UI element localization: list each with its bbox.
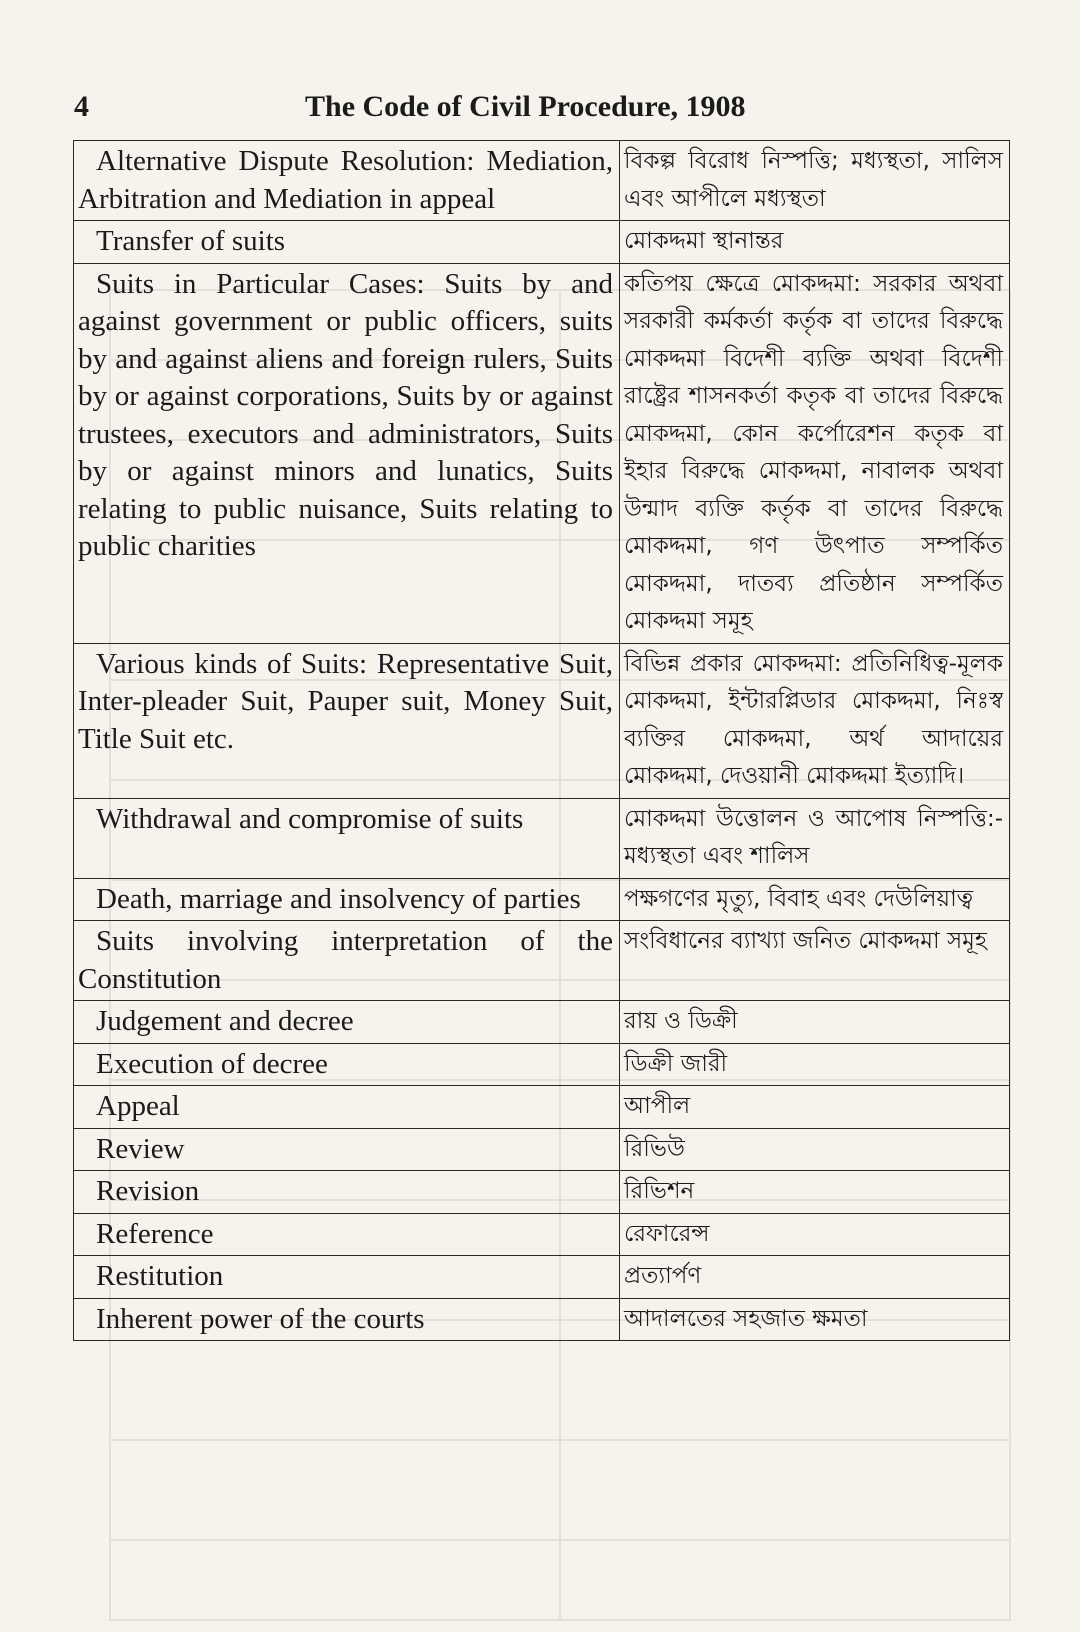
table-row [74, 878, 1010, 921]
bengali-term: কতিপয় ক্ষেত্রে মোকদ্দমা: সরকার অথবা সরকারী কর্মকর্তা কর্তৃক বা তাদের বিরুদ্ধে মোকদ্দমা বিদেশী ব্যক্তি অথবা বিদেশী রাষ্ট্রের শাসনকর্তা কতৃক বা তাদের বিরুদ্ধে মোকদ্দমা, কোন কর্পোরেশন কতৃক বা ইহার বিরুদ্ধে মোকদ্দমা, নাবালক অথবা উন্মাদ ব্যক্তি কর্তৃক বা তাদের বিরুদ্ধে মোকদ্দমা, গণ উৎপাত সম্পর্কিত মোকদ্দমা, দাতব্য প্রতিষ্ঠান সম্পর্কিত মোকদ্দমা সমূহ [620, 263, 1010, 643]
table-row [74, 1043, 1010, 1086]
table-row [74, 798, 1010, 878]
page-number: 4 [74, 90, 89, 123]
english-term: Execution of decree [74, 1043, 620, 1086]
english-term: Restitution [74, 1256, 620, 1299]
table-row [74, 643, 1010, 798]
bengali-term: রায় ও ডিক্রী [620, 1001, 1010, 1044]
table-row [74, 263, 1010, 643]
english-term: Review [74, 1128, 620, 1171]
english-term: Various kinds of Suits: Representative Suit, Inter-pleader Suit, Pauper suit, Money Suit, Title Suit etc. [74, 643, 620, 798]
bengali-term: ডিক্রী জারী [620, 1043, 1010, 1086]
english-term: Transfer of suits [74, 221, 620, 264]
table-row [74, 1128, 1010, 1171]
bengali-term: রিভিউ [620, 1128, 1010, 1171]
table-row [74, 1086, 1010, 1129]
english-term: Suits in Particular Cases: Suits by and against government or public officers, suits by and against aliens and foreign rulers, Suits by or against corporations, Suits by or against trustees, executors and administrators, Suits by or against minors and lunatics, Suits relating to public nuisance, Suits relating to public charities [74, 263, 620, 643]
bengali-term: মোকদ্দমা উত্তোলন ও আপোষ নিস্পত্তি:- মধ্যস্থতা এবং শালিস [620, 798, 1010, 878]
page-title: The Code of Civil Procedure, 1908 [305, 90, 746, 123]
table-row [74, 141, 1010, 221]
english-term: Revision [74, 1171, 620, 1214]
bengali-term: বিকল্প বিরোধ নিস্পত্তি; মধ্যস্থতা, সালিস এবং আপীলে মধ্যস্থতা [620, 141, 1010, 221]
table-row [74, 1001, 1010, 1044]
bengali-term: মোকদ্দমা স্থানান্তর [620, 221, 1010, 264]
english-term: Death, marriage and insolvency of parties [74, 878, 620, 921]
english-term: Inherent power of the courts [74, 1298, 620, 1341]
table-row [74, 221, 1010, 264]
table-row [74, 1213, 1010, 1256]
english-term: Alternative Dispute Resolution: Mediation, Arbitration and Mediation in appeal [74, 141, 620, 221]
english-term: Appeal [74, 1086, 620, 1129]
table-row [74, 1256, 1010, 1299]
english-term: Reference [74, 1213, 620, 1256]
table-row [74, 921, 1010, 1001]
bengali-term: আদালতের সহজাত ক্ষমতা [620, 1298, 1010, 1341]
bengali-term: রিভিশন [620, 1171, 1010, 1214]
bengali-term: রেফারেন্স [620, 1213, 1010, 1256]
english-term: Withdrawal and compromise of suits [74, 798, 620, 878]
bengali-term: আপীল [620, 1086, 1010, 1129]
table-row [74, 1171, 1010, 1214]
english-term: Judgement and decree [74, 1001, 620, 1044]
bengali-term: সংবিধানের ব্যাখ্যা জনিত মোকদ্দমা সমূহ [620, 921, 1010, 1001]
bengali-term: বিভিন্ন প্রকার মোকদ্দমা: প্রতিনিধিত্ব-মূলক মোকদ্দমা, ইন্টারপ্লিডার মোকদ্দমা, নিঃস্ব ব্যক্তির মোকদ্দমা, অর্থ আদায়ের মোকদ্দমা, দেওয়ানী মোকদ্দমা ইত্যাদি। [620, 643, 1010, 798]
table-row [74, 1298, 1010, 1341]
bengali-term: প্রত্যার্পণ [620, 1256, 1010, 1299]
english-term: Suits involving interpretation of the Constitution [74, 921, 620, 1001]
glossary-table [73, 140, 1010, 1341]
bengali-term: পক্ষগণের মৃত্যু, বিবাহ এবং দেউলিয়াত্ব [620, 878, 1010, 921]
